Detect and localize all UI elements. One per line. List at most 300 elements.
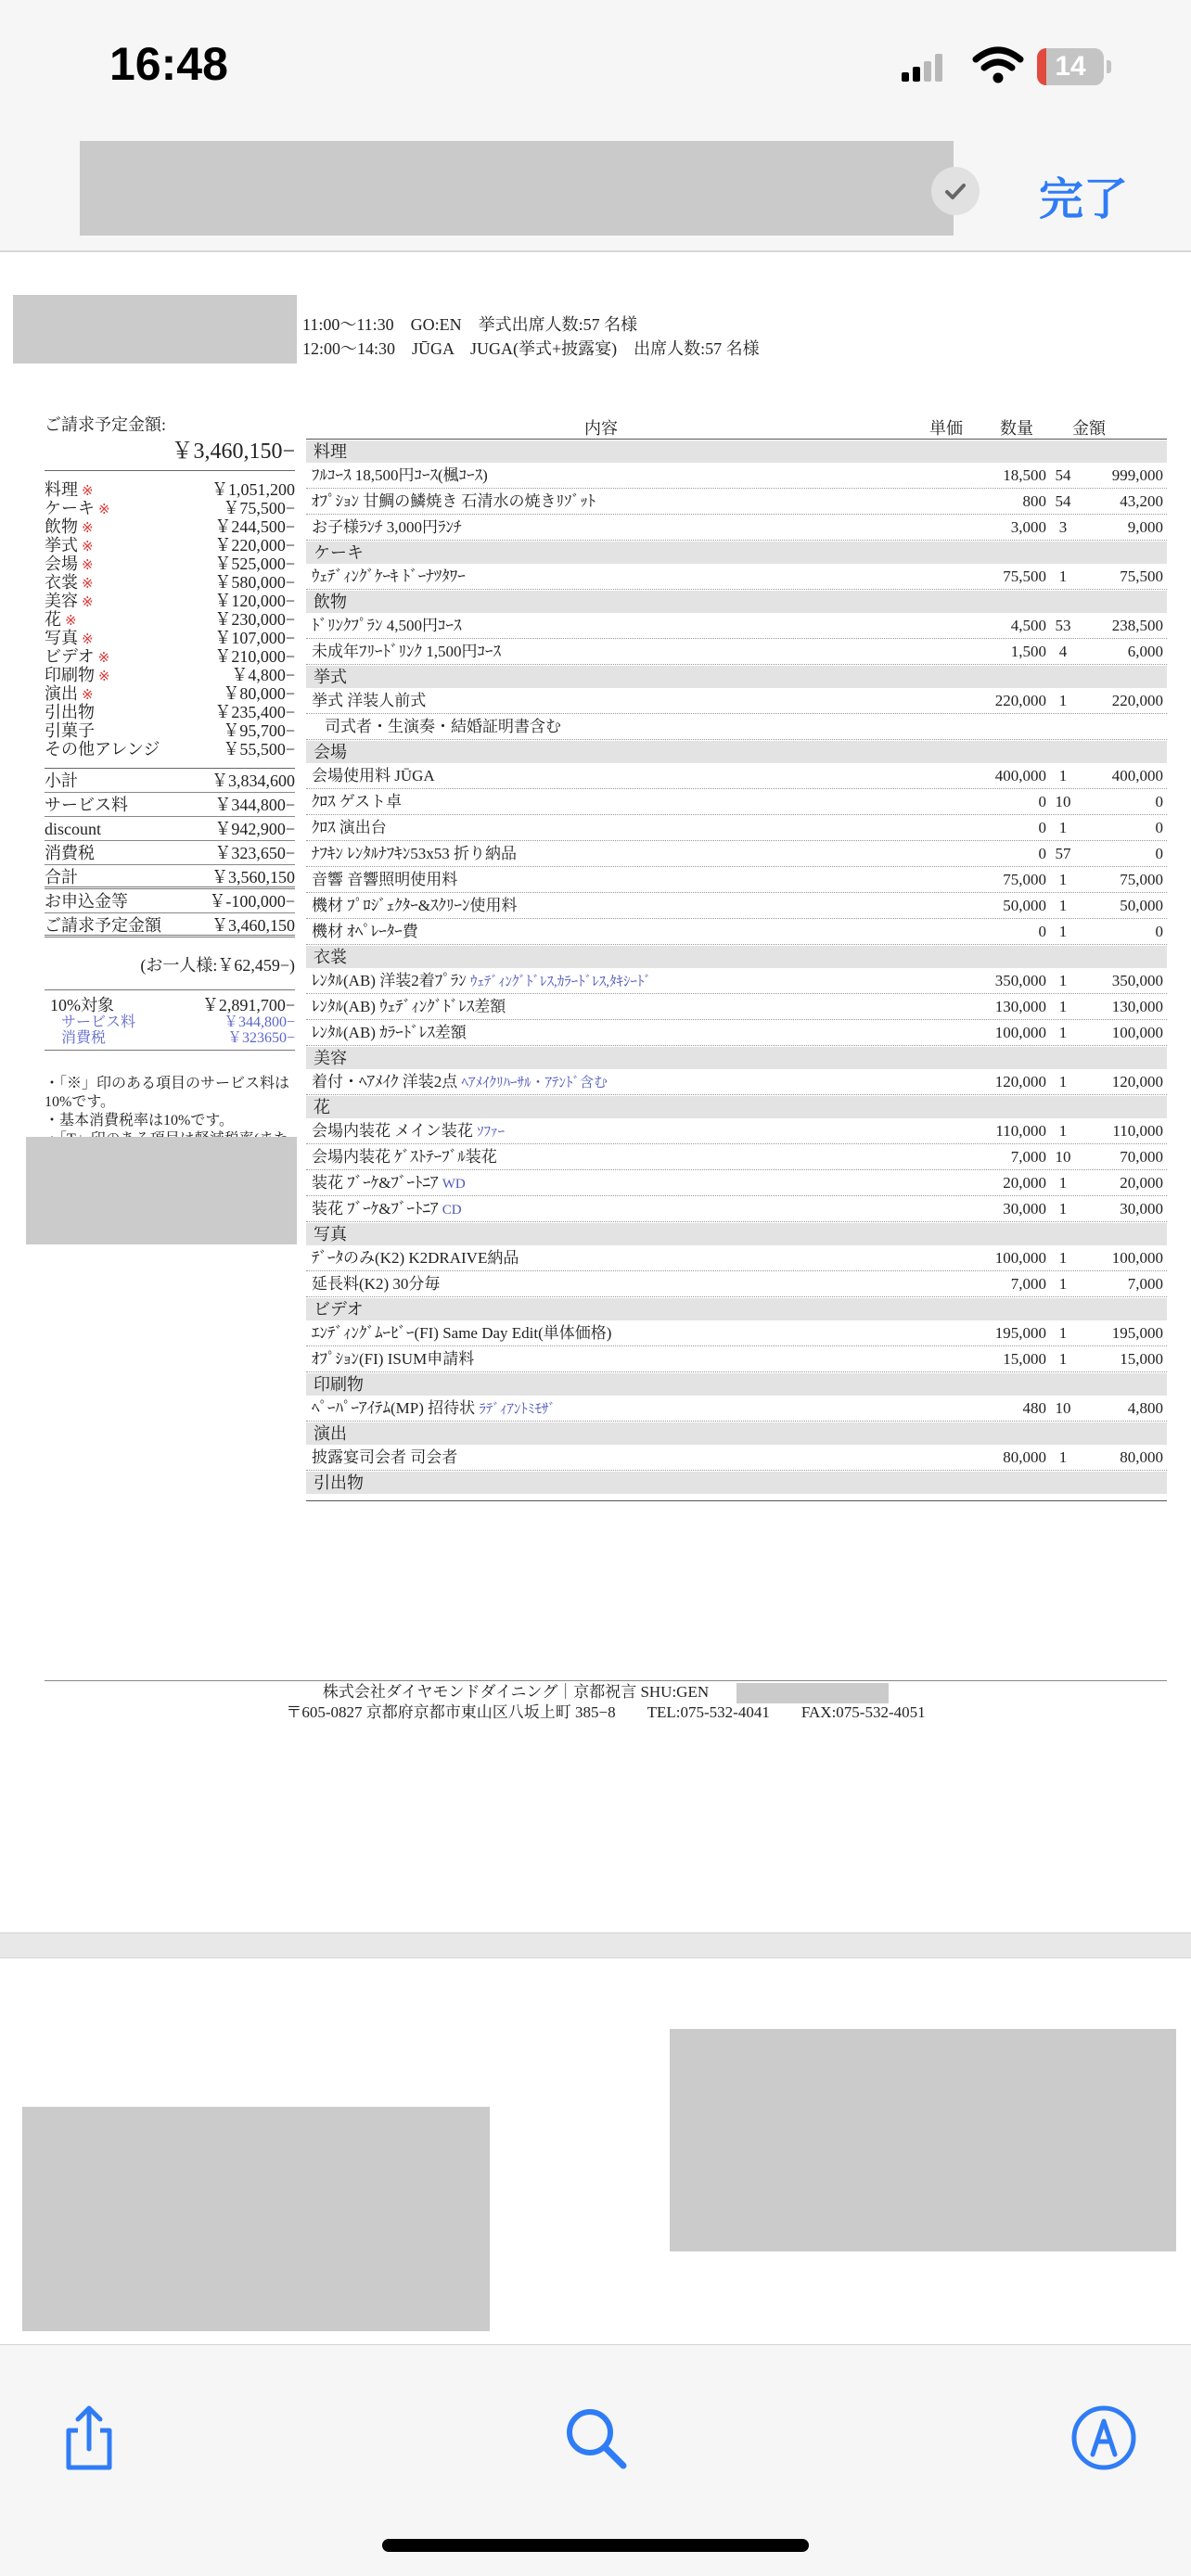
item-amount: 400,000: [1111, 767, 1163, 784]
total-row: [45, 889, 295, 913]
table-row: [306, 867, 1167, 893]
item-detail: ﾍｱﾒｲｸﾘﾊｰｻﾙ・ｱﾃﾝﾄﾞ含む: [461, 1076, 608, 1090]
item-unit-price: 120,000: [994, 1073, 1046, 1090]
summary-row: [45, 610, 295, 629]
item-amount: 999,000: [1111, 466, 1163, 484]
per-person-amount: (お一人様:￥62,459−): [140, 956, 295, 975]
total-label: サービス料: [45, 796, 128, 814]
item-quantity: 1: [1058, 1275, 1068, 1293]
item-description: [312, 1069, 608, 1096]
schedule-line-1: 11:00〜11:30 GO:EN 挙式出席人数:57 名様: [302, 315, 638, 334]
table-row: [306, 1346, 1167, 1372]
total-row: [45, 769, 295, 793]
summary-amount: ￥235,400−: [214, 703, 295, 721]
item-name: 挙式 洋装人前式: [312, 692, 427, 709]
item-description: [312, 1271, 440, 1297]
table-row: [306, 1069, 1167, 1095]
item-name: ｸﾛｽ ゲスト卓: [312, 793, 403, 810]
done-button[interactable]: 完了: [1039, 175, 1129, 224]
table-row: [306, 893, 1167, 919]
category-row: 飲物: [306, 591, 1167, 613]
item-unit-price: 1,500: [1010, 643, 1046, 660]
item-unit-price: 800: [1022, 492, 1046, 510]
service-mark: ※: [82, 484, 94, 499]
total-amount: ￥3,834,600: [211, 772, 295, 790]
category-row: ビデオ: [306, 1298, 1167, 1320]
summary-label-wrap: [45, 592, 94, 610]
table-row: [306, 639, 1167, 665]
item-quantity: 54: [1055, 492, 1071, 510]
item-quantity: 3: [1058, 518, 1068, 536]
item-name: 機材 ｵﾍﾟﾚｰﾀｰ費: [312, 923, 418, 940]
tax-service-amount: ￥344,800−: [223, 1014, 295, 1030]
item-amount: 220,000: [1111, 692, 1163, 709]
category-row: 印刷物: [306, 1373, 1167, 1396]
nav-bar: [0, 130, 1191, 252]
item-name: ﾍﾟｰﾊﾟｰｱｲﾃﾑ(MP) 招待状: [312, 1399, 476, 1417]
table-row: [306, 1271, 1167, 1297]
item-unit-price: 0: [1038, 845, 1046, 862]
item-unit-price: 4,500: [1010, 617, 1046, 634]
total-label: お申込金等: [45, 892, 128, 911]
item-description: [312, 815, 387, 841]
table-row: [306, 815, 1167, 841]
checkmark-icon[interactable]: [931, 167, 980, 215]
table-row: [306, 1118, 1167, 1144]
item-amount: 50,000: [1120, 897, 1163, 914]
header-amount: 金額: [1072, 419, 1106, 438]
item-unit-price: 110,000: [995, 1122, 1046, 1140]
summary-row: [45, 647, 295, 666]
header-qty: 数量: [1000, 419, 1033, 438]
redacted-footer: [736, 1683, 889, 1703]
summary-label-wrap: [45, 666, 110, 684]
item-name: 装花 ﾌﾞｰｹ&ﾌﾞｰﾄﾆｱ: [312, 1200, 439, 1218]
item-description: [312, 763, 435, 789]
category-row: 引出物: [306, 1472, 1167, 1494]
table-row: [306, 1196, 1167, 1222]
summary-amount: ￥55,500−: [223, 740, 295, 759]
share-button[interactable]: [52, 2401, 126, 2475]
summary-amount: ￥525,000−: [214, 555, 295, 573]
item-name: 会場使用料 JŪGA: [312, 767, 435, 784]
item-quantity: 1: [1058, 1122, 1068, 1140]
item-name: ｸﾛｽ 演出台: [312, 819, 387, 836]
item-unit-price: 480: [1022, 1399, 1046, 1417]
item-name: ﾅﾌｷﾝ ﾚﾝﾀﾙﾅﾌｷﾝ53x53 折り納品: [312, 845, 517, 862]
table-row: [306, 763, 1167, 789]
item-unit-price: 100,000: [994, 1024, 1046, 1041]
cellular-signal-icon: [902, 54, 942, 82]
total-label: discount: [45, 820, 101, 838]
item-description: [312, 1144, 497, 1170]
item-unit-price: 7,000: [1010, 1148, 1046, 1166]
item-amount: 0: [1155, 845, 1163, 862]
summary-label: 料理: [45, 480, 78, 499]
item-amount: 30,000: [1120, 1200, 1163, 1218]
item-amount: 75,000: [1120, 871, 1163, 888]
summary-label-wrap: [45, 740, 160, 759]
tax-target-label: 10%対象: [50, 996, 114, 1014]
table-row: [306, 968, 1167, 994]
service-mark: ※: [82, 632, 94, 647]
item-quantity: 1: [1058, 1350, 1068, 1368]
battery-level: 14: [1055, 51, 1086, 82]
item-amount: 0: [1155, 819, 1163, 836]
item-amount: 15,000: [1120, 1350, 1163, 1368]
summary-label-wrap: [45, 703, 95, 721]
item-quantity: 1: [1058, 998, 1068, 1015]
item-description: [312, 1445, 457, 1471]
item-unit-price: 350,000: [994, 972, 1046, 989]
item-name: ｵﾌﾟｼｮﾝ(FI) ISUM申請料: [312, 1350, 475, 1368]
summary-row: [45, 480, 295, 499]
summary-amount: ￥80,000−: [223, 684, 295, 703]
item-note: 司式者・生演奏・結婚証明書含む: [306, 714, 1167, 740]
item-amount: 70,000: [1120, 1148, 1163, 1166]
summary-label-wrap: [45, 536, 94, 555]
item-quantity: 1: [1058, 1073, 1068, 1090]
item-amount: 130,000: [1111, 998, 1163, 1015]
summary-label: 衣裳: [45, 573, 78, 592]
summary-label: 美容: [45, 592, 78, 610]
item-quantity: 1: [1058, 923, 1068, 940]
redacted-image: [22, 2107, 490, 2331]
table-row: [306, 1320, 1167, 1346]
summary-label-wrap: [45, 629, 94, 647]
summary-column: [45, 412, 295, 1167]
item-description: [312, 841, 517, 867]
category-row: 衣裳: [306, 946, 1167, 968]
summary-label: 飲物: [45, 517, 78, 536]
item-description: [312, 1196, 462, 1223]
summary-label: 挙式: [45, 536, 78, 555]
summary-label-wrap: [45, 647, 109, 666]
item-quantity: 1: [1058, 871, 1068, 888]
item-quantity: 1: [1058, 1448, 1068, 1466]
summary-row: [45, 666, 295, 684]
summary-label-wrap: [45, 610, 77, 629]
item-quantity: 10: [1055, 793, 1071, 810]
item-quantity: 10: [1055, 1399, 1071, 1417]
item-name: お子様ﾗﾝﾁ 3,000円ﾗﾝﾁ: [312, 518, 462, 536]
redacted-title: [80, 141, 954, 236]
item-unit-price: 18,500: [1003, 466, 1046, 484]
note: ・基本消費税率は10%です。: [45, 1113, 235, 1129]
item-description: [312, 639, 501, 665]
item-description: [312, 1396, 556, 1422]
totals-list: [45, 768, 295, 937]
summary-label: 演出: [45, 684, 78, 703]
item-description: [312, 688, 426, 714]
item-unit-price: 80,000: [1003, 1448, 1046, 1466]
item-quantity: 54: [1055, 466, 1071, 484]
item-description: [312, 1118, 505, 1145]
table-row: [306, 1445, 1167, 1471]
table-row: [306, 1245, 1167, 1271]
item-amount: 6,000: [1127, 643, 1163, 660]
summary-amount: ￥220,000−: [214, 536, 295, 555]
item-amount: 100,000: [1111, 1024, 1163, 1041]
item-name: 延長料(K2) 30分毎: [312, 1275, 441, 1293]
item-quantity: 1: [1058, 567, 1068, 585]
status-bar: [0, 0, 1191, 130]
item-description: [312, 1346, 474, 1372]
item-description: [312, 867, 457, 893]
table-row: [306, 463, 1167, 489]
search-button[interactable]: [558, 2401, 633, 2475]
summary-label: ケーキ: [45, 499, 95, 517]
tax-consumption-amount: ￥323650−: [226, 1030, 295, 1046]
note: ・「※」印のある項目のサービス料は10%です。: [45, 1076, 290, 1110]
item-detail: ｳｪﾃﾞｨﾝｸﾞﾄﾞﾚｽ,ｶﾗｰﾄﾞﾚｽ,ﾀｷｼｰﾄﾞ: [469, 975, 651, 989]
item-name: ｴﾝﾃﾞｨﾝｸﾞﾑｰﾋﾞｰ(FI) Same Day Edit(単体価格): [312, 1324, 612, 1342]
table-row: [306, 841, 1167, 867]
total-amount: ￥3,560,150: [211, 868, 295, 886]
table-row: [306, 564, 1167, 590]
item-description: [312, 1245, 519, 1271]
item-description: [312, 968, 651, 995]
service-mark: ※: [82, 558, 94, 573]
category-row: 料理: [306, 440, 1167, 463]
summary-amount: ￥1,051,200: [211, 480, 295, 499]
item-amount: 4,800: [1127, 1399, 1163, 1417]
item-unit-price: 400,000: [994, 767, 1046, 784]
summary-label-wrap: [45, 721, 95, 740]
item-unit-price: 220,000: [994, 692, 1046, 709]
total-row: [45, 793, 295, 817]
total-row: [45, 913, 295, 937]
share-icon: [52, 2401, 126, 2475]
service-mark: ※: [65, 614, 77, 629]
item-description: [312, 613, 462, 639]
summary-label: 引菓子: [45, 721, 95, 740]
summary-row: [45, 703, 295, 721]
total-row: [45, 817, 295, 841]
table-row: [306, 994, 1167, 1020]
summary-amount: ￥95,700−: [223, 721, 295, 740]
total-amount: ￥942,900−: [214, 820, 295, 838]
summary-label: 引出物: [45, 703, 95, 721]
summary-label-wrap: [45, 684, 94, 703]
item-name: 装花 ﾌﾞｰｹ&ﾌﾞｰﾄﾆｱ: [312, 1174, 439, 1192]
item-unit-price: 3,000: [1010, 518, 1046, 536]
item-quantity: 53: [1055, 617, 1071, 634]
header-unit: 単価: [929, 419, 963, 438]
table-row: [306, 919, 1167, 945]
summary-amount: ￥107,000−: [214, 629, 295, 647]
summary-amount: ￥4,800−: [231, 666, 295, 684]
service-mark: ※: [98, 670, 110, 684]
tax-box: [45, 989, 295, 1051]
request-label: ご請求予定金額:: [45, 415, 167, 434]
redacted-stamp-block: [26, 1137, 297, 1244]
item-detail: ﾗﾃﾞｨｱﾝﾄﾐﾓｻﾞ: [479, 1402, 556, 1417]
category-row: 花: [306, 1096, 1167, 1118]
category-row: 会場: [306, 741, 1167, 763]
next-page-preview[interactable]: [0, 1958, 1191, 2344]
item-unit-price: 75,000: [1003, 871, 1046, 888]
category-row: 挙式: [306, 666, 1167, 688]
battery-icon: [1037, 48, 1111, 85]
item-amount: 238,500: [1111, 617, 1163, 634]
item-quantity: 1: [1058, 819, 1068, 836]
total-label: 消費税: [45, 844, 95, 862]
summary-row: [45, 592, 295, 610]
item-name: 機材 ﾌﾟﾛｼﾞｪｸﾀｰ&ｽｸﾘｰﾝ使用料: [312, 897, 518, 914]
item-amount: 43,200: [1120, 492, 1163, 510]
item-quantity: 1: [1058, 1324, 1068, 1342]
total-amount: ￥323,650−: [214, 844, 295, 862]
summary-label: その他アレンジ: [45, 740, 160, 759]
wifi-icon: [972, 46, 1024, 85]
item-amount: 110,000: [1112, 1122, 1163, 1140]
item-name: ﾚﾝﾀﾙ(AB) 洋装2着ﾌﾟﾗﾝ: [312, 972, 467, 989]
summary-label-wrap: [45, 480, 94, 499]
summary-amount: ￥230,000−: [214, 610, 295, 629]
item-description: [312, 994, 506, 1020]
item-description: [312, 893, 517, 919]
category-row: 美容: [306, 1047, 1167, 1069]
table-row: [306, 789, 1167, 815]
summary-label-wrap: [45, 499, 110, 517]
item-description: [312, 789, 402, 815]
item-name: ﾚﾝﾀﾙ(AB) ｳｪﾃﾞｨﾝｸﾞﾄﾞﾚｽ差額: [312, 998, 506, 1015]
item-unit-price: 0: [1038, 793, 1046, 810]
summary-row: [45, 499, 295, 517]
table-row: [306, 515, 1167, 541]
category-row: 演出: [306, 1422, 1167, 1445]
summary-amount: ￥75,500−: [223, 499, 295, 517]
item-unit-price: 100,000: [994, 1249, 1046, 1267]
item-quantity: 4: [1058, 643, 1068, 660]
item-amount: 7,000: [1127, 1275, 1163, 1293]
request-amount: ￥3,460,150−: [45, 432, 295, 471]
summary-amount: ￥580,000−: [214, 573, 295, 592]
category-row: ケーキ: [306, 542, 1167, 564]
item-unit-price: 15,000: [1003, 1350, 1046, 1368]
item-unit-price: 195,000: [994, 1324, 1046, 1342]
total-row: [45, 841, 295, 865]
summary-row: [45, 684, 295, 703]
header-desc: 内容: [584, 419, 618, 438]
summary-row: [45, 517, 295, 536]
item-name: 披露宴司会者 司会者: [312, 1448, 458, 1466]
item-amount: 195,000: [1111, 1324, 1163, 1342]
item-unit-price: 7,000: [1010, 1275, 1046, 1293]
item-description: [312, 1020, 467, 1046]
service-mark: ※: [82, 688, 94, 703]
footer-address: 〒605-0827 京都府京都市東山区八坂上町 385−8 TEL:075-532-4041 FAX:075-532-4051: [286, 1703, 926, 1722]
table-body: [306, 440, 1167, 1494]
item-amount: 0: [1155, 923, 1163, 940]
total-amount: ￥344,800−: [214, 796, 295, 814]
table-row: [306, 1170, 1167, 1196]
summary-row: [45, 555, 295, 573]
markup-icon: [1067, 2401, 1141, 2475]
table-row: [306, 1396, 1167, 1422]
summary-row: [45, 740, 295, 759]
item-amount: 80,000: [1120, 1448, 1163, 1466]
summary-row: [45, 536, 295, 555]
summary-amount: ￥210,000−: [214, 647, 295, 666]
item-unit-price: 50,000: [1003, 897, 1046, 914]
item-amount: 9,000: [1127, 518, 1163, 536]
item-unit-price: 30,000: [1003, 1200, 1046, 1218]
item-quantity: 1: [1058, 692, 1068, 709]
total-label: ご請求予定金額: [45, 916, 161, 935]
redacted-image: [670, 2029, 1176, 2251]
total-label: 合計: [45, 868, 78, 886]
schedule-line-2: 12:00〜14:30 JŪGA JUGA(挙式+披露宴) 出席人数:57 名様: [302, 339, 760, 358]
item-quantity: 1: [1058, 1024, 1068, 1041]
summary-label: 写真: [45, 629, 78, 647]
footer-company: 株式会社ダイヤモンドダイニング｜京都祝言 SHU:GEN: [322, 1683, 710, 1701]
summary-row: [45, 573, 295, 592]
item-quantity: 1: [1058, 897, 1068, 914]
item-detail: WD: [442, 1177, 466, 1192]
item-description: [312, 564, 466, 590]
status-time: 16:48: [109, 38, 228, 90]
item-unit-price: 130,000: [994, 998, 1046, 1015]
item-amount: 75,500: [1120, 567, 1163, 585]
total-label: 小計: [45, 772, 78, 790]
summary-label-wrap: [45, 573, 94, 592]
item-unit-price: 20,000: [1003, 1174, 1046, 1192]
summary-label: 印刷物: [45, 666, 95, 684]
item-unit-price: 0: [1038, 923, 1046, 940]
service-mark: ※: [82, 521, 94, 536]
markup-button[interactable]: [1067, 2401, 1141, 2475]
item-detail: CD: [442, 1203, 462, 1218]
item-unit-price: 75,500: [1003, 567, 1046, 585]
item-description: [312, 1170, 466, 1197]
item-description: [312, 515, 462, 541]
page-separator: [0, 1932, 1191, 1958]
tax-consumption-label: 消費税: [61, 1030, 107, 1046]
item-amount: 100,000: [1111, 1249, 1163, 1267]
table-row: [306, 688, 1167, 714]
item-name: ﾌﾙｺｰｽ 18,500円ｺｰｽ(楓ｺｰｽ): [312, 466, 488, 484]
item-quantity: 1: [1058, 1200, 1068, 1218]
home-indicator: [382, 2539, 809, 2552]
item-amount: 350,000: [1111, 972, 1163, 989]
service-mark: ※: [98, 503, 110, 517]
document-footer: [45, 1680, 1167, 1722]
item-description: [312, 489, 596, 515]
summary-amount: ￥244,500−: [214, 517, 295, 536]
summary-row: [45, 721, 295, 740]
summary-amount: ￥120,000−: [214, 592, 295, 610]
item-description: [312, 1320, 611, 1346]
item-description: [312, 919, 418, 945]
total-amount: ￥-100,000−: [209, 892, 295, 911]
summary-label: ビデオ: [45, 647, 95, 666]
item-quantity: 1: [1058, 767, 1068, 784]
item-quantity: 1: [1058, 972, 1068, 989]
item-name: ﾚﾝﾀﾙ(AB) ｶﾗｰﾄﾞﾚｽ差額: [312, 1024, 467, 1041]
summary-label: 花: [45, 610, 61, 629]
category-row: 写真: [306, 1223, 1167, 1245]
document-page[interactable]: [0, 254, 1191, 1932]
summary-label-wrap: [45, 555, 94, 573]
table-row: [306, 613, 1167, 639]
item-detail: ｿﾌｧｰ: [477, 1125, 506, 1140]
table-row: [306, 489, 1167, 515]
item-quantity: 1: [1058, 1249, 1068, 1267]
item-name: ｳｪﾃﾞｨﾝｸﾞｹｰｷ ﾄﾞｰﾅﾂﾀﾜｰ: [312, 567, 466, 585]
item-name: 会場内装花 メイン装花: [312, 1122, 473, 1140]
